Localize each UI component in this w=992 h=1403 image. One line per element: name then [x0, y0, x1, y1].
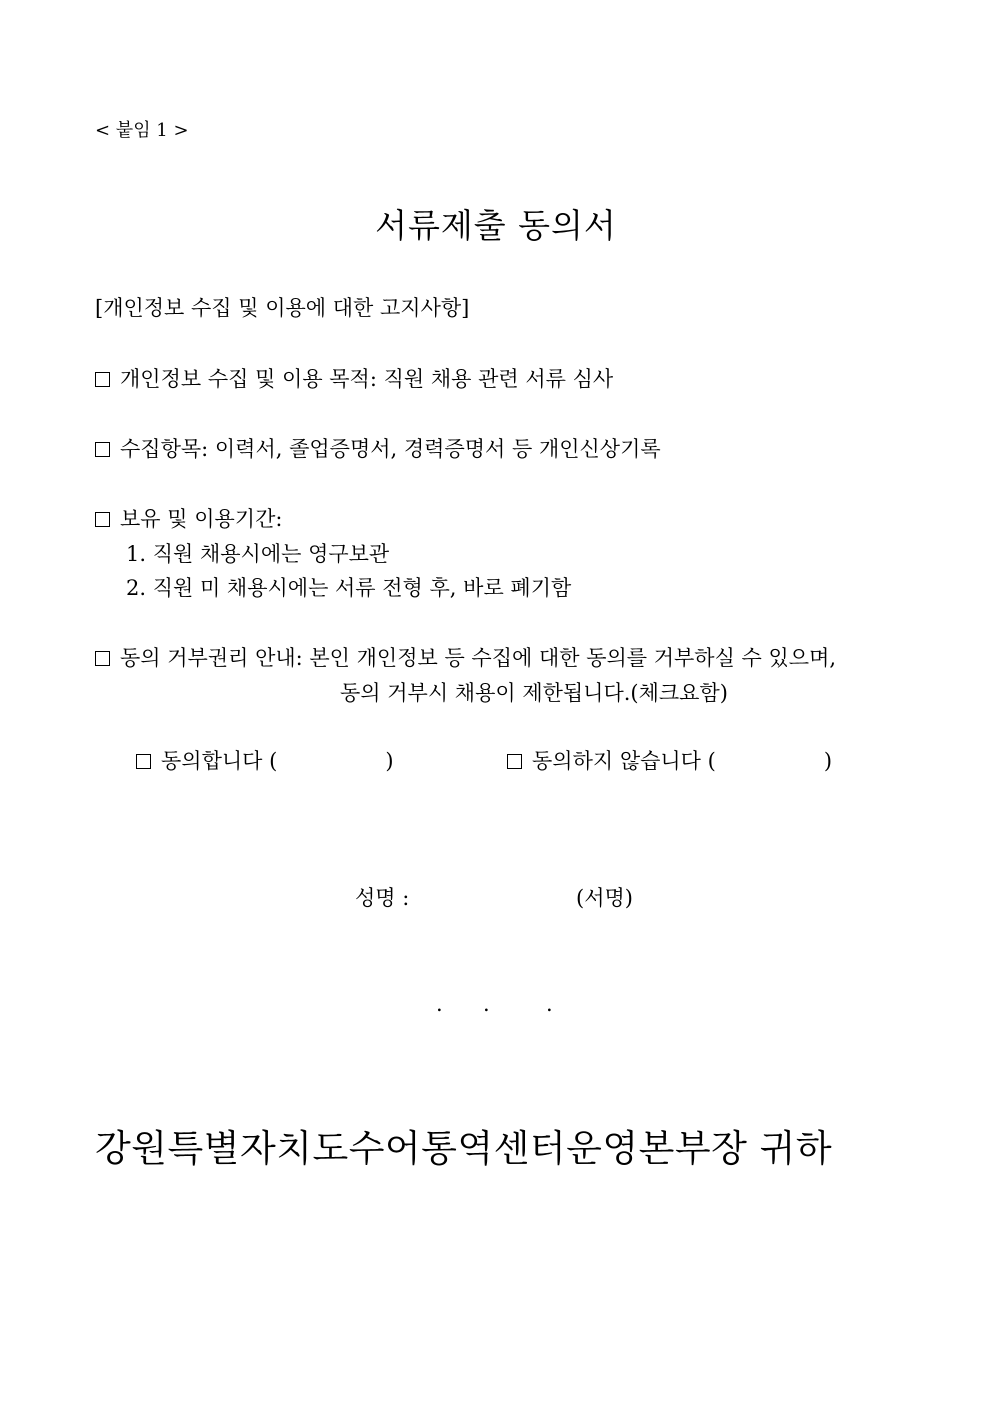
attachment-label: < 붙임 1 >: [95, 120, 189, 141]
document-title: 서류제출 동의서: [375, 206, 617, 245]
collected-text: 수집항목: 이력서, 졸업증명서, 경력증명서 등 개인신상기록: [120, 437, 661, 461]
agree-checkbox[interactable]: [136, 754, 151, 769]
refusal-line-1: 동의 거부권리 안내: 본인 개인정보 등 수집에 대한 동의를 거부하실 수 있으며,: [120, 646, 837, 670]
disagree-option[interactable]: [507, 745, 832, 775]
retention-line-2: 2. 직원 미 채용시에는 서류 전형 후, 바로 폐기함: [126, 576, 572, 600]
disagree-label: 동의하지 않습니다 (: [532, 749, 716, 773]
agree-option[interactable]: [136, 745, 394, 775]
purpose-text: 개인정보 수집 및 이용 목적: 직원 채용 관련 서류 심사: [120, 367, 614, 391]
purpose-item: [95, 363, 613, 393]
retention-label: 보유 및 이용기간:: [120, 507, 283, 531]
retention-item: [95, 503, 282, 533]
disagree-close-paren: ): [823, 749, 833, 773]
checkbox-icon: [95, 372, 110, 387]
collected-item: [95, 433, 661, 463]
refusal-line-2: 동의 거부시 채용이 제한됩니다.(체크요함): [340, 681, 728, 705]
disagree-checkbox[interactable]: [507, 754, 522, 769]
refusal-item: [95, 642, 836, 672]
agree-close-paren: ): [385, 749, 394, 773]
signature-sign-label: (서명): [576, 886, 633, 910]
date-day-dot: .: [546, 992, 553, 1016]
date-month-dot: .: [483, 992, 490, 1016]
checkbox-icon: [95, 512, 110, 527]
checkbox-icon: [95, 651, 110, 666]
signature-name-label: 성명 :: [355, 886, 410, 910]
agree-label: 동의합니다 (: [161, 749, 278, 773]
checkbox-icon: [95, 442, 110, 457]
recipient: 강원특별자치도수어통역센터운영본부장 귀하: [95, 1127, 833, 1170]
notice-heading: [개인정보 수집 및 이용에 대한 고지사항]: [95, 296, 470, 320]
retention-line-1: 1. 직원 채용시에는 영구보관: [126, 542, 390, 566]
date-year-dot: .: [436, 992, 443, 1016]
